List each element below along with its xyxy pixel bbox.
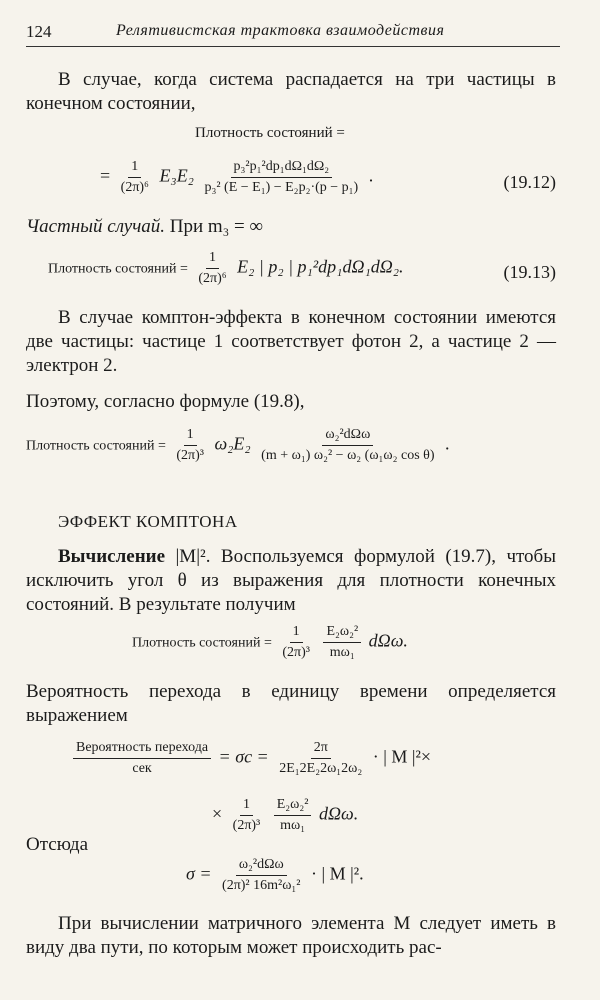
denominator: p₃² (E − E₁) − E₂p₂·(p − p₁) (204, 180, 359, 195)
eq-mid: = σc = (218, 746, 269, 767)
denominator: (2π)³ (282, 645, 310, 660)
paragraph-3: Поэтому, согласно формуле (19.8), (26, 391, 305, 412)
paragraph-6: Отсюда (26, 834, 89, 855)
equation-19-13 (48, 248, 404, 289)
fraction (230, 795, 264, 836)
numerator: E₂ω₂² (274, 795, 312, 816)
fraction (323, 622, 361, 663)
numerator: 1 (206, 248, 219, 269)
eq-tail: · | M |²× (372, 746, 432, 767)
fraction (201, 157, 361, 198)
fraction (276, 738, 365, 779)
numerator: ω₂²dΩω (236, 855, 287, 876)
running-header (26, 20, 560, 47)
equation-number: (19.13) (503, 262, 556, 282)
equation-density-final (132, 622, 408, 663)
paragraph-text: |M|². Воспользуемся формулой (19.7), чтобы исключить угол θ из выражения для плотности конечных состояний. В результате получим (26, 546, 556, 615)
numerator: 1 (184, 425, 197, 446)
equation-transition-rate (70, 738, 431, 779)
eq-lead: σ = (186, 863, 212, 884)
paragraph-5: Вероятность перехода в единицу времени определяется выражением (26, 681, 556, 726)
denominator: сек (132, 761, 152, 776)
bold-lead: Вычисление (58, 546, 166, 567)
denominator: mω₁ (329, 645, 355, 660)
equation-number: (19.12) (503, 172, 556, 192)
eq-tail: dΩω. (318, 803, 359, 824)
denominator: (2π)⁶ (198, 271, 227, 286)
denominator: (m + ω₁) ω₂² − ω₂ (ω₁ω₂ cos θ) (261, 448, 435, 463)
numerator: 1 (290, 622, 303, 643)
equation-19-12 (100, 157, 373, 198)
paragraph-1: В случае, когда система распадается на три частицы в конечном состоянии, (26, 69, 556, 114)
fraction (118, 157, 152, 198)
equation-density-compton (26, 425, 450, 466)
eq-tail: . (445, 433, 450, 454)
page-number: 124 (26, 22, 52, 41)
fraction (258, 425, 437, 466)
denominator: (2π)⁶ (120, 180, 149, 195)
numerator: 1 (240, 795, 253, 816)
running-title: Релятивистская трактовка взаимодействия (116, 22, 445, 39)
eq-tail: . (368, 165, 374, 186)
denominator: (2π)³ (176, 448, 204, 463)
special-case-label: Частный случай. (26, 216, 166, 237)
denominator: (2π)³ (232, 818, 261, 833)
numerator: 2π (311, 738, 331, 759)
eq-lhs: Плотность состояний = (48, 261, 188, 277)
eq-lhs: Плотность состояний = (132, 635, 272, 651)
eq-rest: E₂ | p₂ | p₁²dp₁dΩ₁dΩ₂. (237, 256, 404, 277)
energy-product: E₃E₂ (159, 165, 194, 186)
fraction (274, 795, 312, 836)
paragraph-7: При вычислении матричного элемента M следует иметь в виду два пути, по которым может происходить рас- (26, 913, 556, 958)
special-case-line (26, 215, 556, 239)
equation-19-12-lhs: Плотность состояний = (195, 125, 345, 141)
eq-lead: × (212, 803, 223, 824)
eq-tail: · | M |². (311, 863, 364, 884)
special-case-text: При m₃ = ∞ (169, 216, 264, 237)
fraction (195, 248, 229, 289)
eq-lhs: Плотность состояний = (26, 438, 166, 454)
paragraph-4 (26, 545, 556, 617)
denominator: (2π)² 16m²ω₁² (222, 878, 301, 893)
denominator: 2E₁2E₂2ω₁2ω₂ (279, 761, 363, 776)
fraction (219, 855, 303, 896)
numerator: E₂ω₂² (323, 622, 361, 643)
numerator: ω₂²dΩω (322, 425, 373, 446)
fraction (173, 425, 207, 466)
eq-lead: = (100, 165, 111, 186)
numerator: Вероятность перехода (73, 738, 211, 759)
numerator: p₃²p₁²dp₁dΩ₁dΩ₂ (231, 157, 333, 178)
equation-cross-section (186, 855, 364, 896)
denominator: mω₁ (280, 818, 306, 833)
eq-tail: dΩω. (368, 630, 408, 651)
section-heading: ЭФФЕКТ КОМПТОНА (58, 512, 238, 531)
equation-transition-rate-cont (212, 795, 358, 836)
eq-mid: ω₂E₂ (214, 433, 251, 454)
fraction (73, 738, 211, 779)
paragraph-2: В случае комптон-эффекта в конечном состоянии имеются две частицы: частице 1 соответствует фотон 2, а частице 2 — электрон 2. (26, 307, 556, 376)
fraction (279, 622, 313, 663)
numerator: 1 (128, 157, 141, 178)
